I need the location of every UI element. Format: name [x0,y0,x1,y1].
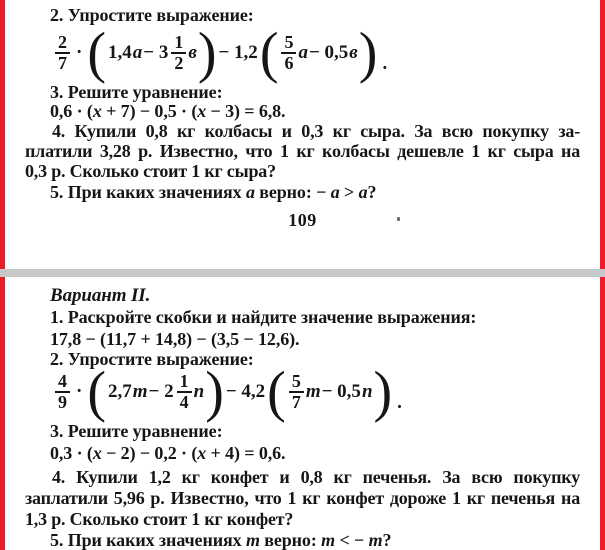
exercise-3-label [50,421,222,441]
exercise-5-text: верно: − [254,182,331,202]
exercise-1-text: 1. Раскройте скобки и найдите значение выражения: [50,307,477,327]
paragraph-text: 4. Купили 0,8 кг колбасы и 0,3 кг сыра. За всю покупку за- [52,121,580,141]
fraction-denominator: 2 [174,53,184,73]
exercise-5-label [50,530,391,550]
exercise-4-line-1 [25,467,580,488]
exercise-2-text: 2. Упростите выражение: [50,349,254,369]
exercise-4-line-1 [25,121,580,142]
formula-segment: 2,7 [108,381,132,402]
exercise-4-line-3 [25,161,580,182]
equation-text: 0,6 · ( [50,101,93,121]
paragraph-text: платили 3,28 р. Известно, что 1 кг колбасы дешевле 1 кг сыра на [25,141,580,161]
fraction-denominator: 7 [58,53,67,73]
fraction-denominator: 7 [291,392,301,412]
exercise-3-text: 3. Решите уравнение: [50,421,223,441]
page-gap-divider [0,269,605,277]
variable-m: m [321,530,336,550]
variant-title-text: Вариант II. [50,285,151,306]
exercise-2-formula: $\frac{2}{7}$ · ( 1,4 a − 3 $\frac{1}{2}$ в ) − 1,2 ( $\frac{5}{6}$ a − 0,5 в ) . [53,26,387,80]
equation-text: 17,8 − (11,7 + 14,8) − (3,5 − 12,6). [50,329,300,349]
paragraph-text: 4. Купили 1,2 кг конфет и 0,8 кг печенья. За всю покупку [52,467,580,487]
paragraph-text: заплатили 5,96 р. Известно, что 1 кг конфет дороже 1 кг печенья на [25,488,580,508]
exercise-1-label [50,307,476,327]
variable-n: n [193,381,205,402]
exercise-4-line-3 [25,509,580,530]
formula-segment: 1,4 [108,42,132,63]
fraction-numerator: 1 [171,33,186,54]
fraction-numerator: 4 [55,372,70,393]
page-fragment-bottom [0,277,605,550]
exercise-3-equation [50,443,285,463]
formula-segment: − 3 [143,42,169,63]
exercise-5-text: 5. При каких значениях [50,530,246,550]
multiplication-dot: · [76,381,83,402]
exercise-5-text: 5. При каких значениях [50,182,246,202]
paragraph-text: 0,3 р. Сколько стоит 1 кг сыра? [25,161,276,181]
equation-text: 0,3 · ( [50,443,93,463]
exercise-3-equation [50,101,285,121]
exercise-2-text: 2. Упростите выражение: [50,5,254,25]
variable-a: a [358,182,368,202]
fraction-denominator: 4 [179,392,189,412]
variable-m: m [245,530,260,550]
fraction-1-4 [177,372,192,413]
fraction-numerator: 5 [281,33,296,54]
exercise-4-line-2 [25,141,580,162]
fraction-5-6 [281,33,296,74]
exercise-5-text: > [339,182,359,202]
formula-segment: − 1,2 [218,42,258,63]
fraction-4-9 [55,372,70,413]
fraction-denominator: 6 [284,53,294,73]
exercise-5-text: ? [382,530,392,550]
paragraph-text: 1,3 р. Сколько стоит 1 кг конфет? [25,509,294,529]
formula-segment: − 2 [148,381,174,402]
variable-v: в [188,42,197,63]
fraction-numerator: 2 [55,33,70,54]
variable-x: x [92,443,102,463]
exercise-3-label [50,82,222,102]
formula-segment: − 4,2 [225,381,266,402]
variable-x: x [197,101,207,121]
fraction-2-7 [55,33,70,74]
variable-n: n [361,381,373,402]
scan-speck [397,217,400,221]
fraction-denominator: 9 [58,392,67,412]
formula-segment: − 0,5 [321,381,361,402]
fraction-1-2 [171,33,186,74]
variable-x: x [92,101,102,121]
exercise-5-text: верно: [259,530,322,550]
exercise-4-line-2 [25,488,580,509]
variable-v: в [349,42,358,63]
variable-a: a [132,42,143,63]
variable-a: a [330,182,340,202]
variant-title [50,286,150,306]
exercise-5-text: < − [335,530,369,550]
exercise-5-label [50,182,376,202]
variable-m: m [368,530,383,550]
exercise-1-equation [50,329,299,349]
page-number [5,210,600,230]
exercise-3-text: 3. Решите уравнение: [50,82,223,102]
page-fragment-top [0,0,605,269]
formula-period: . [397,392,402,413]
page-number-text: 109 [288,210,317,230]
equation-text: + 4) = 0,6. [206,443,286,463]
equation-text: − 2) − 0,2 · ( [101,443,198,463]
equation-text: − 3) = 6,8. [206,101,286,121]
formula-period: . [382,53,388,74]
fraction-5-7 [289,372,304,413]
fraction-numerator: 1 [177,372,192,393]
variable-x: x [197,443,207,463]
exercise-2-label [50,5,254,25]
equation-text: + 7) − 0,5 · ( [101,101,198,121]
fraction-numerator: 5 [289,372,304,393]
exercise-2-formula: $\frac{4}{9}$ · ( 2,7 m − 2 $\frac{1}{4}$ n ) − 4,2 ( $\frac{5}{7}$ m − 0,5 n ) . [53,365,402,419]
exercise-5-text: ? [367,182,377,202]
variable-a: a [245,182,255,202]
variable-a: a [298,42,308,63]
variable-m: m [132,381,148,402]
variable-m: m [305,381,321,402]
multiplication-dot: · [76,42,83,63]
formula-segment: − 0,5 [308,42,349,63]
